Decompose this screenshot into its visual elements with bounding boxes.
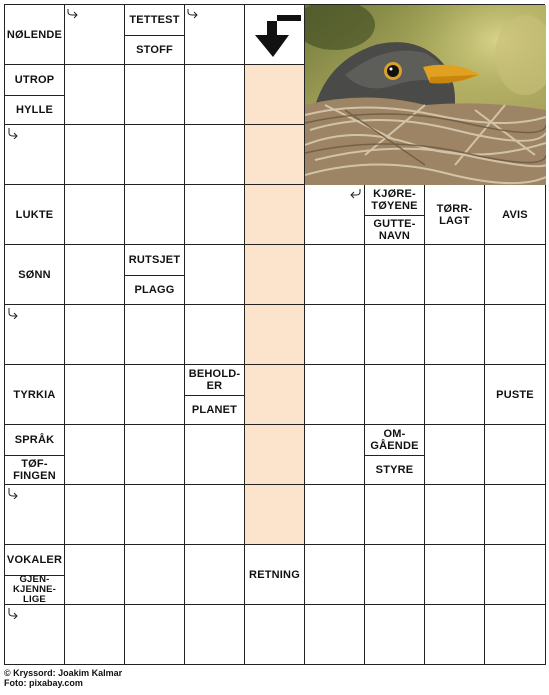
author-credit: © Kryssord: Joakim Kalmar xyxy=(4,668,123,678)
clue-retning: RETNING xyxy=(249,569,300,581)
clue-tyrkia: TYRKIA xyxy=(13,389,56,401)
answer-cell[interactable] xyxy=(65,425,125,485)
answer-cell[interactable] xyxy=(425,425,485,485)
clue-cell xyxy=(245,545,305,605)
clue-kjoretoyene: KJØRE- TØYENE xyxy=(371,188,418,212)
clue-guttenavn: GUTTE- NAVN xyxy=(373,218,416,242)
arrow-cell xyxy=(245,5,305,65)
answer-cell[interactable] xyxy=(65,545,125,605)
answer-cell[interactable] xyxy=(305,365,365,425)
answer-cell[interactable] xyxy=(185,245,245,305)
solution-cell[interactable] xyxy=(245,305,305,365)
answer-cell[interactable] xyxy=(125,185,185,245)
answer-cell[interactable] xyxy=(185,125,245,185)
clue-vokaler: VOKALER xyxy=(6,554,63,566)
clue-avis: AVIS xyxy=(502,209,528,221)
solution-cell[interactable] xyxy=(245,185,305,245)
solution-cell[interactable] xyxy=(245,65,305,125)
answer-cell[interactable] xyxy=(425,245,485,305)
answer-cell[interactable] xyxy=(305,305,365,365)
answer-cell[interactable] xyxy=(185,305,245,365)
answer-cell[interactable] xyxy=(365,605,425,665)
answer-cell[interactable] xyxy=(485,305,546,365)
clue-lukte: LUKTE xyxy=(15,209,54,221)
answer-cell[interactable] xyxy=(185,425,245,485)
answer-cell[interactable] xyxy=(125,545,185,605)
answer-cell[interactable] xyxy=(365,305,425,365)
answer-cell[interactable] xyxy=(65,185,125,245)
clue-cell xyxy=(185,365,245,425)
solution-cell[interactable] xyxy=(245,125,305,185)
clue-hylle: HYLLE xyxy=(15,104,54,116)
answer-cell[interactable] xyxy=(65,485,125,545)
answer-cell[interactable] xyxy=(125,425,185,485)
answer-cell[interactable] xyxy=(65,245,125,305)
answer-cell[interactable] xyxy=(65,365,125,425)
answer-cell[interactable] xyxy=(185,605,245,665)
solution-cell[interactable] xyxy=(245,425,305,485)
answer-cell[interactable] xyxy=(485,545,546,605)
answer-cell[interactable] xyxy=(365,365,425,425)
answer-cell[interactable] xyxy=(65,605,125,665)
answer-cell[interactable] xyxy=(425,545,485,605)
answer-cell[interactable] xyxy=(125,365,185,425)
answer-cell[interactable] xyxy=(5,605,65,665)
clue-nolende: NØLENDE xyxy=(6,29,63,41)
clue-cell xyxy=(425,185,485,245)
clue-cell xyxy=(5,65,65,125)
answer-cell[interactable] xyxy=(65,65,125,125)
answer-cell[interactable] xyxy=(125,305,185,365)
clue-utrop: UTROP xyxy=(14,74,55,86)
answer-cell[interactable] xyxy=(185,65,245,125)
clue-omgaende: OM- GÅENDE xyxy=(370,428,419,452)
answer-cell[interactable] xyxy=(245,605,305,665)
answer-cell[interactable] xyxy=(425,365,485,425)
clue-planet: PLANET xyxy=(191,404,238,416)
clue-styre: STYRE xyxy=(375,464,414,476)
answer-cell[interactable] xyxy=(125,485,185,545)
answer-cell[interactable] xyxy=(125,125,185,185)
solution-cell[interactable] xyxy=(245,365,305,425)
clue-beholder: BEHOLD- ER xyxy=(188,368,241,392)
answer-cell[interactable] xyxy=(5,125,65,185)
answer-cell[interactable] xyxy=(485,245,546,305)
clue-sonn: SØNN xyxy=(18,269,51,281)
blackbird-photo xyxy=(305,5,546,185)
answer-cell[interactable] xyxy=(485,605,546,665)
clue-torrlagt: TØRR- LAGT xyxy=(436,203,473,227)
answer-cell[interactable] xyxy=(425,605,485,665)
arrow-down-right-icon xyxy=(7,487,19,499)
answer-cell[interactable] xyxy=(65,5,125,65)
big-arrow-down-icon xyxy=(249,11,301,61)
clue-cell xyxy=(125,5,185,65)
answer-cell[interactable] xyxy=(365,545,425,605)
clue-cell xyxy=(5,425,65,485)
answer-cell[interactable] xyxy=(425,485,485,545)
answer-cell[interactable] xyxy=(5,305,65,365)
clue-toffingen: TØF- FINGEN xyxy=(13,458,56,482)
answer-cell[interactable] xyxy=(185,185,245,245)
clue-plagg: PLAGG xyxy=(134,284,175,296)
answer-cell[interactable] xyxy=(185,485,245,545)
clue-cell xyxy=(125,245,185,305)
answer-cell[interactable] xyxy=(485,485,546,545)
answer-cell[interactable] xyxy=(305,605,365,665)
clue-puste: PUSTE xyxy=(496,389,534,401)
clue-rutsjet: RUTSJET xyxy=(128,254,181,266)
arrow-right-down-icon xyxy=(187,7,199,19)
answer-cell[interactable] xyxy=(125,65,185,125)
clue-cell xyxy=(5,365,65,425)
arrow-down-right-icon xyxy=(7,127,19,139)
answer-cell[interactable] xyxy=(185,5,245,65)
arrow-down-right-icon xyxy=(7,607,19,619)
answer-cell[interactable] xyxy=(485,425,546,485)
answer-cell[interactable] xyxy=(125,605,185,665)
clue-stoff: STOFF xyxy=(136,44,173,56)
photo-credit: Foto: pixabay.com xyxy=(4,678,83,688)
answer-cell[interactable] xyxy=(65,125,125,185)
answer-cell[interactable] xyxy=(305,545,365,605)
answer-cell[interactable] xyxy=(65,305,125,365)
clue-cell xyxy=(365,425,425,485)
crossword-grid xyxy=(4,4,545,665)
clue-cell xyxy=(5,185,65,245)
arrow-right-down-icon xyxy=(67,7,79,19)
answer-cell[interactable] xyxy=(365,485,425,545)
answer-cell[interactable] xyxy=(5,485,65,545)
answer-cell[interactable] xyxy=(305,425,365,485)
answer-cell[interactable] xyxy=(305,485,365,545)
arrow-left-down-icon xyxy=(349,187,361,199)
answer-cell[interactable] xyxy=(185,545,245,605)
clue-sprak: SPRÅK xyxy=(14,434,55,446)
clue-tettest: TETTEST xyxy=(129,14,180,26)
solution-cell[interactable] xyxy=(245,485,305,545)
answer-cell[interactable] xyxy=(305,245,365,305)
answer-cell[interactable] xyxy=(365,245,425,305)
clue-cell xyxy=(365,185,425,245)
clue-cell xyxy=(5,245,65,305)
clue-cell xyxy=(5,545,65,605)
clue-cell xyxy=(5,5,65,65)
clue-cell xyxy=(485,185,546,245)
solution-cell[interactable] xyxy=(245,245,305,305)
blackbird-in-nest-photo-icon xyxy=(305,5,546,185)
arrow-down-right-icon xyxy=(7,307,19,319)
answer-cell[interactable] xyxy=(305,185,365,245)
clue-gjenkjennelige: GJEN- KJENNE- LIGE xyxy=(12,574,57,605)
clue-cell xyxy=(485,365,546,425)
answer-cell[interactable] xyxy=(425,305,485,365)
credits xyxy=(4,668,122,688)
